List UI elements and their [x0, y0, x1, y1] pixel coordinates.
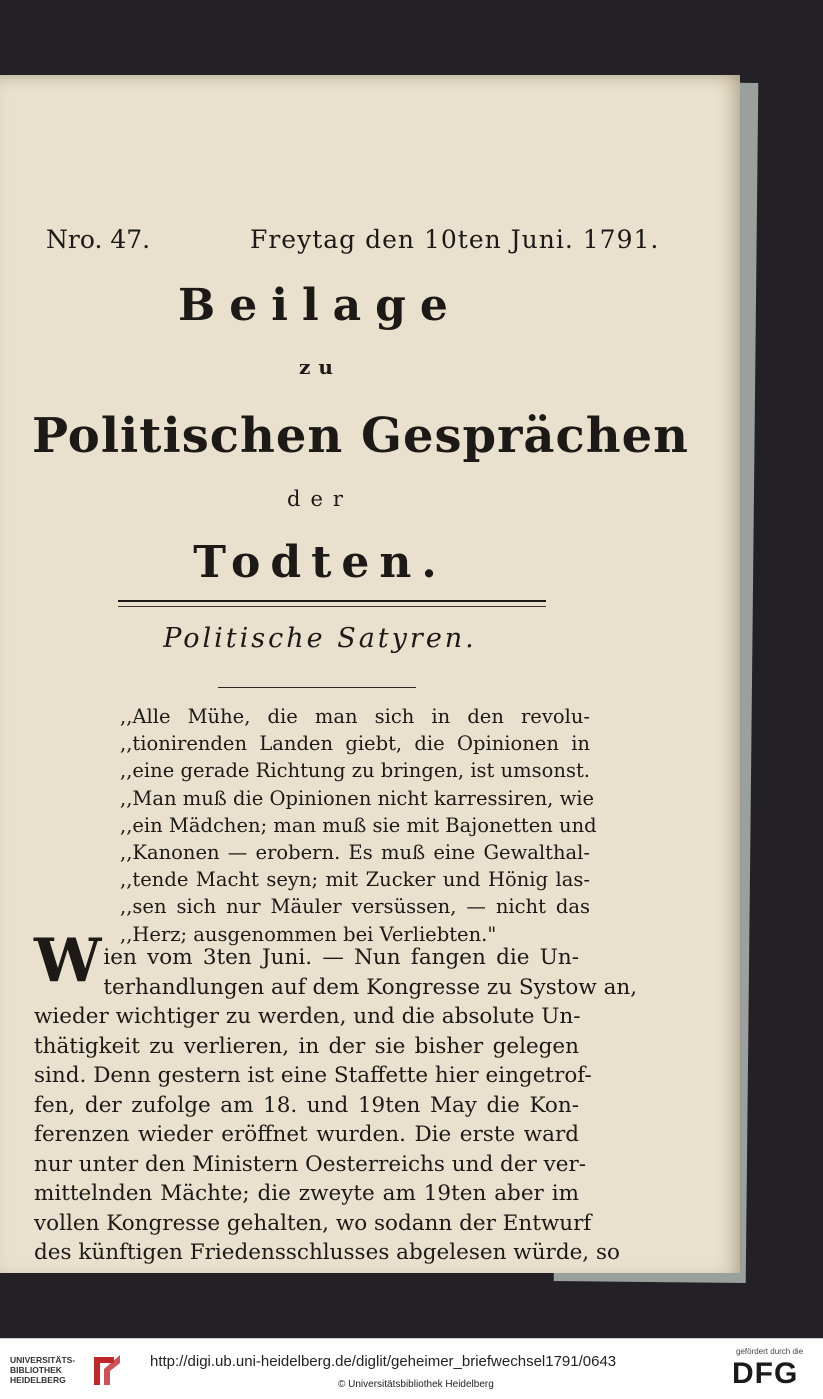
body-line: terhandlungen auf dem Kongresse zu Systow an,: [103, 974, 638, 1000]
issue-date: Freytag den 10ten Juni. 1791.: [250, 225, 660, 254]
section-title: Politische Satyren.: [163, 623, 477, 654]
body-line: sind. Denn gestern ist eine Staffette hier eingetrof-: [34, 1063, 592, 1088]
satire-quote: [120, 703, 597, 948]
permalink-url[interactable]: http://digi.ub.uni-heidelberg.de/diglit/geheimer_briefwechsel1791/0643: [150, 1353, 617, 1370]
title-der: der: [287, 487, 353, 511]
ub-heidelberg-logo[interactable]: [10, 1349, 130, 1393]
issue-number: Nro. 47.: [46, 225, 151, 254]
viewer-footer: [0, 1338, 823, 1399]
body-line: mittelnden Mächte; die zweyte am 19ten aber im: [34, 1181, 579, 1206]
title-main: Politischen Gesprächen: [32, 408, 690, 464]
logo-line: BIBLIOTHEK: [10, 1365, 62, 1375]
quote-line: ,,Man muß die Opinionen nicht karressiren, wie: [120, 786, 595, 810]
body-line: ien vom 3ten Juni. — Nun fangen die Un-: [103, 945, 579, 970]
quote-line: ,,tende Macht seyn; mit Zucker und Hönig las-: [120, 868, 590, 892]
title-zu: zu: [299, 355, 341, 379]
show-through-text: [590, 235, 720, 975]
quote-line: ,,ein Mädchen; man muß sie mit Bajonetten und: [120, 813, 597, 837]
body-line: thätigkeit zu verlieren, in der sie bisher gelegen: [34, 1033, 579, 1059]
quote-line: ,,tionirenden Landen giebt, die Opinionen in: [120, 732, 590, 756]
funder-note: gefördert durch die: [736, 1347, 804, 1356]
title-rule: [118, 600, 546, 602]
title-todten: Todten.: [193, 537, 447, 588]
dfg-logo[interactable]: DFG: [732, 1357, 799, 1390]
logo-line: HEIDELBERG: [10, 1375, 66, 1385]
newspaper-page: [0, 75, 740, 1273]
quote-line: ,,Kanonen — erobern. Es muß eine Gewalthal-: [120, 841, 590, 865]
logo-line: UNIVERSITÄTS-: [10, 1355, 76, 1365]
body-line: des künftigen Friedensschlusses abgelesen würde, so: [34, 1240, 620, 1265]
title-beilage: Beilage: [178, 280, 462, 331]
section-rule: [218, 687, 416, 688]
title-rule-thin: [118, 606, 546, 607]
body-line: ferenzen wieder eröffnet wurden. Die erste ward: [34, 1122, 579, 1147]
logo-text: [10, 1355, 75, 1385]
body-line: fen, der zufolge am 18. und 19ten May die Kon-: [34, 1092, 579, 1118]
quote-line: ,,Herz; ausgenommen bei Verliebten.": [120, 922, 497, 946]
body-line: wieder wichtiger zu werden, und die absolute Un-: [34, 1004, 581, 1029]
quote-line: ,,sen sich nur Mäuler versüssen, — nicht das: [120, 895, 590, 919]
body-line: vollen Kongresse gehalten, wo sodann der Entwurf: [34, 1210, 592, 1236]
body-line: nur unter den Ministern Oesterreichs und der ver-: [34, 1151, 587, 1177]
quote-line: ,,eine gerade Richtung zu bringen, ist umsonst.: [120, 759, 590, 783]
copyright-notice: © Universitätsbibliothek Heidelberg: [338, 1379, 494, 1390]
dropcap: W: [34, 926, 102, 996]
logo-mark-icon: [90, 1351, 124, 1389]
quote-line: ,,Alle Mühe, die man sich in den revolu-: [120, 705, 590, 728]
